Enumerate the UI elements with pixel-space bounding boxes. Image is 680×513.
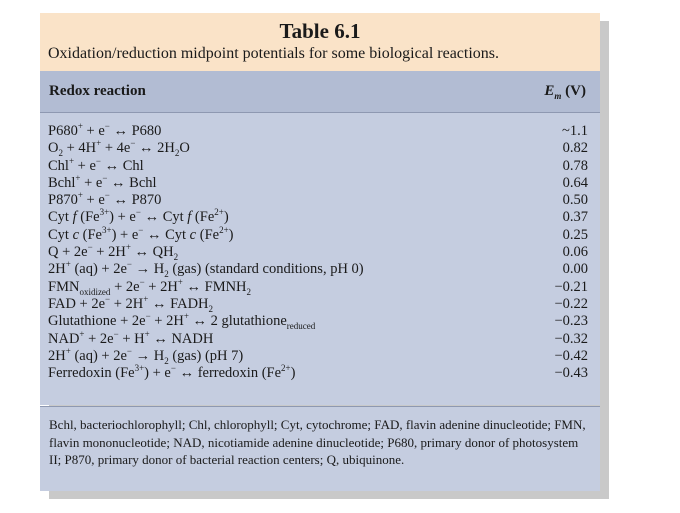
table-row [48, 365, 588, 382]
potential-cell: −0.32 [554, 330, 588, 347]
table-row [48, 123, 588, 140]
reaction-cell: $O_2 + 4H^+ + 4e^-$ ↔ $2H_2O$ [48, 138, 190, 159]
table-row [48, 261, 588, 278]
potential-cell: 0.00 [562, 261, 588, 278]
reaction-cell: 2H+ $(aq) + 2e^- \to H_2$ (gas) (standard conditions, pH 0) [48, 259, 364, 280]
reaction-rows [48, 123, 588, 382]
reaction-cell: FAD + 2e− + 2H+ ↔ $FADH_2$ [48, 294, 214, 314]
reaction-cell: Q + 2e− + 2H+ ↔ $QH_2$ [48, 242, 179, 262]
table-row [48, 192, 588, 209]
table-body [40, 113, 600, 405]
table-row [48, 175, 588, 192]
table-row [48, 155, 588, 175]
reaction-cell: Ferredoxin $(Fe^{3+}) + e^-$ ↔ ferredoxin $(Fe^{2+})$ [48, 363, 296, 382]
potential-cell: 0.50 [562, 192, 588, 209]
potential-cell: −0.21 [554, 278, 588, 295]
table-row [48, 296, 588, 313]
table-row [48, 209, 588, 226]
potential-cell: −0.42 [554, 347, 588, 364]
potential-subscript: m [554, 91, 562, 101]
reaction-cell: Glutathione + 2e− + 2H+ ↔ 2 glutathione$_{reduced}$ [48, 311, 316, 332]
table-row [48, 348, 588, 365]
reaction-cell: NAD+ + 2e− + H+ ↔ NADH [48, 328, 214, 347]
reaction-cell: P870+ + e− ↔ P870 [48, 190, 162, 209]
reaction-cell: Cyt c $(Fe^{3+}) + e^-$ ↔ Cyt c $(Fe^{2+})$ [48, 224, 234, 243]
reaction-cell: Bchl+ + e− ↔ Bchl [48, 173, 157, 191]
potential-cell: −0.23 [554, 313, 588, 330]
reaction-cell: 2H+ $(aq) + 2e^- \to H_2$ (gas) (pH 7) [48, 346, 244, 366]
potential-cell: ~1.1 [562, 123, 588, 139]
table-footnote [40, 406, 600, 491]
potential-symbol: E [544, 83, 555, 99]
potential-cell: 0.78 [562, 157, 588, 174]
potential-cell: 0.64 [562, 174, 588, 191]
potential-cell: −0.43 [554, 365, 588, 382]
table-row [48, 140, 588, 157]
reaction-cell: P680+ + e− ↔ P680 [48, 121, 162, 139]
potential-unit: (V) [565, 83, 586, 99]
potential-cell: 0.06 [562, 244, 588, 261]
reaction-cell: $FMN_{oxidized} + 2e^- + 2H^+$ ↔ $FMNH_2$ [48, 276, 252, 297]
potential-cell: −0.22 [554, 295, 588, 312]
potential-cell: 0.25 [562, 226, 588, 243]
column-header-reaction: Redox reaction [49, 83, 146, 99]
footnote-text: Bchl, bacteriochlorophyll; Chl, chlorophyll; Cyt, cytochrome; FAD, flavin adenine dinucleotide; FMN, flavin mononucleotide; NAD, nicotiamide adenine dinucleotide; P680, primary donor of photosystem II; P870, primary donor of bacterial reaction centers; Q, ubiquinone. [49, 417, 586, 467]
table-card [40, 13, 600, 490]
column-header-row [40, 71, 600, 113]
column-header-potential [544, 83, 586, 101]
table-header [40, 13, 600, 71]
table-subtitle: Oxidation/reduction midpoint potentials for some biological reactions. [48, 45, 500, 62]
table-row [48, 276, 588, 297]
potential-cell: 0.82 [562, 140, 588, 157]
reaction-cell: Cyt f $(Fe^{3+}) + e^-$ ↔ Cyt f $(Fe^{2+})$ [48, 207, 229, 226]
potential-cell: 0.37 [562, 209, 588, 226]
reaction-cell: Chl+ + e− ↔ Chl [48, 155, 144, 174]
table-row [48, 313, 588, 330]
table-title: Table 6.1 [279, 19, 361, 43]
